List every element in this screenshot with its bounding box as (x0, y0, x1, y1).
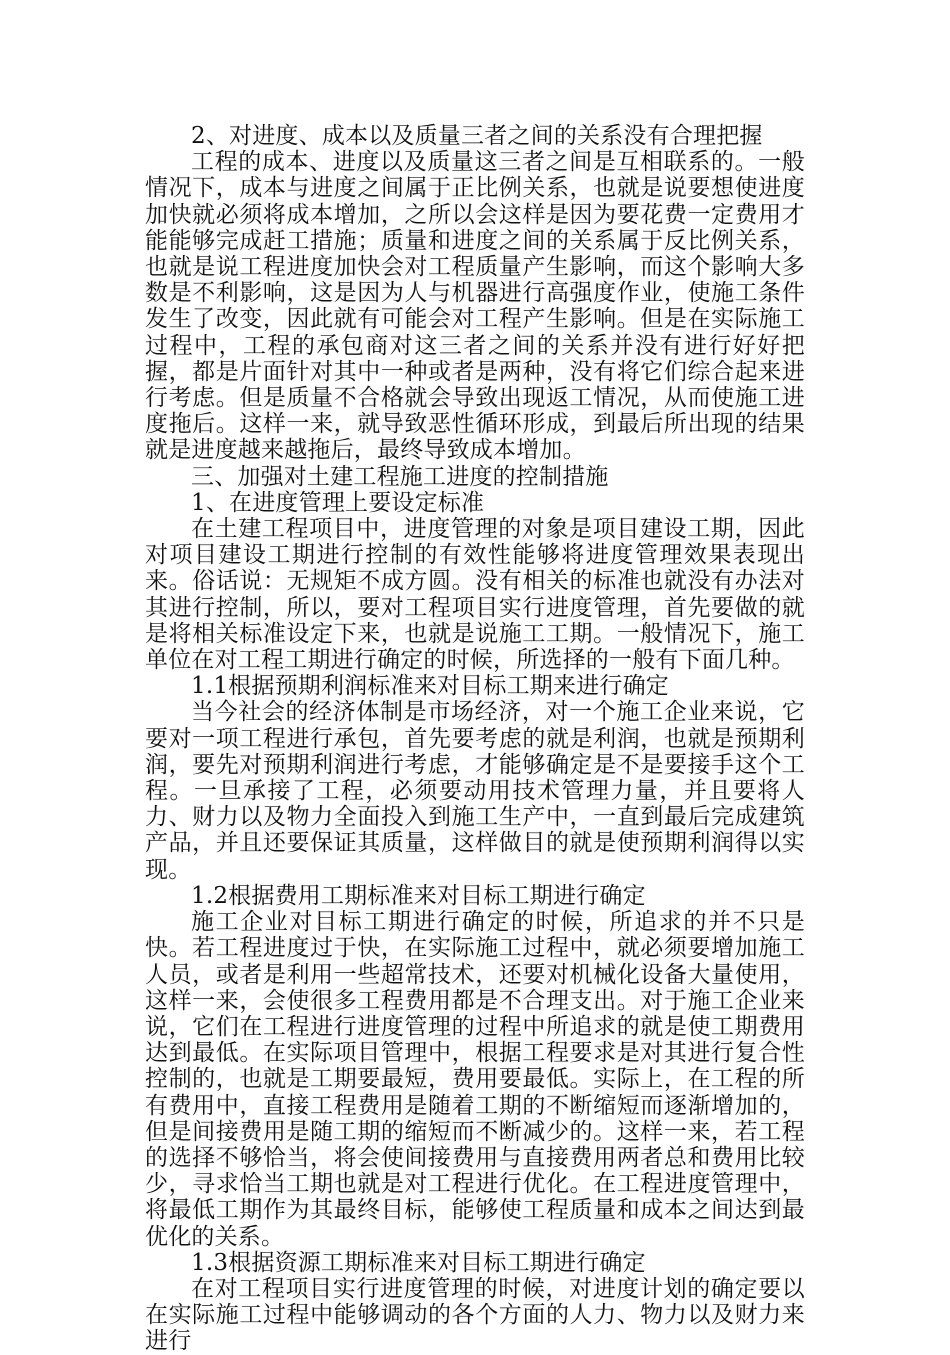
heading-1-set-standards: 1、在进度管理上要设定标准 (191, 489, 485, 516)
heading-2-progress-cost-quality: 2、对进度、成本以及质量三者之间的关系没有合理把握 (191, 123, 763, 149)
document-page (145, 123, 805, 1355)
body-paragraph-resource: 在对工程项目实行进度管理的时候，对进度计划的确定要以在实际施工过程中能够调动的各个方面的人力、物力以及财力来进行 (145, 1275, 805, 1355)
heading-1-1-profit-standard: 1.1根据预期利润标准来对目标工期来进行确定 (191, 673, 669, 700)
section-heading-3-control-measures: 三、加强对土建工程施工进度的控制措施 (191, 463, 609, 490)
heading-1-3-resource-standard: 1.3根据资源工期标准来对目标工期进行确定 (191, 1249, 646, 1276)
body-paragraph-cost: 施工企业对目标工期进行确定的时候，所追求的并不只是快。若工程进度过于快，在实际施工过程中，就必须要增加施工人员，或者是利用一些超常技术，还要对机械化设备大量使用，这样一来，会使很多工程费用都是不合理支出。对于施工企业来说，它们在工程进行进度管理的过程中所追求的就是使工期费用达到最低。在实际项目管理中，根据工程要求是对其进行复合性控制的，也就是工期要最短，费用要最低。实际上，在工程的所有费用中，直接工程费用是随着工期的不断缩短而逐渐增加的，但是间接费用是随工期的缩短而不断减少的。这样一来，若工程的选择不够恰当，将会使间接费用与直接费用两者总和费用比较少，寻求恰当工期也就是对工程进行优化。在工程进度管理中，将最低工期作为其最终目标，能够使工程质量和成本之间达到最优化的关系。 (145, 909, 805, 1250)
body-paragraph-standards: 在土建工程项目中，进度管理的对象是项目建设工期，因此对项目建设工期进行控制的有效性能够将进度管理效果表现出来。俗话说：无规矩不成方圆。没有相关的标准也就没有办法对其进行控制，所以，要对工程项目实行进度管理，首先要做的就是将相关标准设定下来，也就是说施工工期。一般情况下，施工单位在对工程工期进行确定的时候，所选择的一般有下面几种。 (145, 516, 805, 674)
body-paragraph-profit: 当今社会的经济体制是市场经济，对一个施工企业来说，它要对一项工程进行承包，首先要考虑的就是利润，也就是预期利润，要先对预期利润进行考虑，才能够确定是不是要接手这个工程。一旦承接了工程，必须要动用技术管理力量，并且要将人力、财力以及物力全面投入到施工生产中，一直到最后完成建筑产品，并且还要保证其质量，这样做目的就是使预期利润得以实现。 (145, 699, 805, 883)
body-paragraph-relationship: 工程的成本、进度以及质量这三者之间是互相联系的。一般情况下，成本与进度之间属于正比例关系，也就是说要想使进度加快就必须将成本增加，之所以会这样是因为要花费一定费用才能能够完成赶工措施；质量和进度之间的关系属于反比例关系，也就是说工程进度加快会对工程质量产生影响，而这个影响大多数是不利影响，这是因为人与机器进行高强度作业，使施工条件发生了改变，因此就有可能会对工程产生影响。但是在实际施工过程中，工程的承包商对这三者之间的关系并没有进行好好把握，都是片面针对其中一种或者是两种，没有将它们综合起来进行考虑。但是质量不合格就会导致出现返工情况，从而使施工进度拖后。这样一来，就导致恶性循环形成，到最后所出现的结果就是进度越来越拖后，最终导致成本增加。 (145, 149, 805, 464)
heading-1-2-cost-standard: 1.2根据费用工期标准来对目标工期进行确定 (191, 882, 646, 909)
